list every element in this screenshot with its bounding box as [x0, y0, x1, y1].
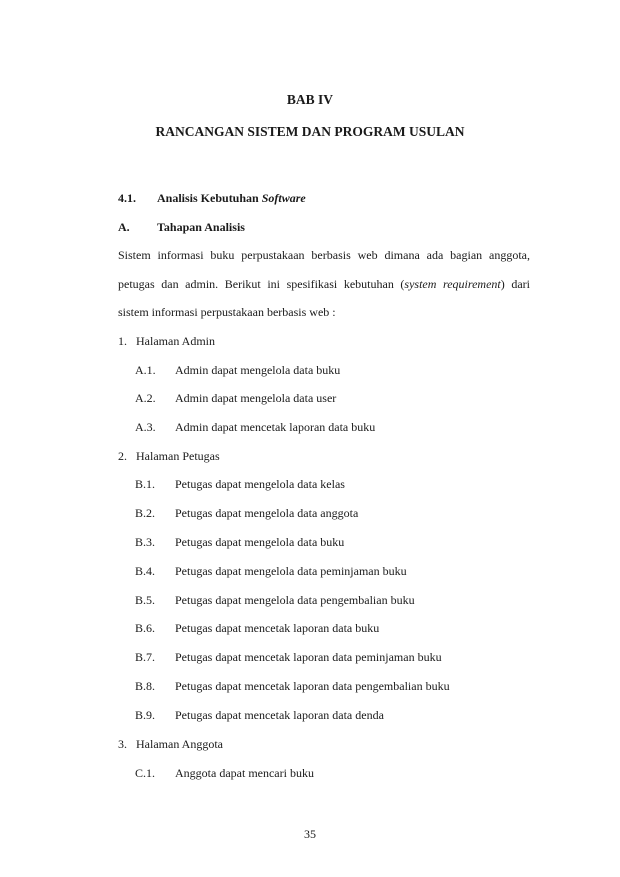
list-item-code: A.3.: [135, 420, 156, 434]
list-item-code: C.1.: [135, 766, 156, 780]
list-item-code: B.3.: [135, 535, 156, 549]
section-number: 4.1.: [118, 191, 136, 205]
subsection-title: Tahapan Analisis: [157, 220, 245, 234]
list-item-code: B.9.: [135, 708, 156, 722]
list-item-text: Petugas dapat mencetak laporan data peminjaman buku: [175, 650, 442, 664]
list-item-text: Petugas dapat mencetak laporan data denda: [175, 708, 384, 722]
list-item-code: B.1.: [135, 477, 156, 491]
group-heading-petugas: 2. Halaman Petugas: [118, 449, 220, 463]
list-item-code: A.1.: [135, 363, 156, 377]
list-item-code: B.2.: [135, 506, 156, 520]
paragraph-line-3: sistem informasi perpustakaan berbasis web :: [118, 305, 336, 319]
group-heading-anggota: 3. Halaman Anggota: [118, 737, 223, 751]
list-item-text: Petugas dapat mengelola data buku: [175, 535, 345, 549]
group-heading-admin: 1. Halaman Admin: [118, 334, 215, 348]
list-item-text: Petugas dapat mengelola data anggota: [175, 506, 359, 520]
paragraph-line-2-italic: system requirement: [404, 277, 501, 291]
list-item-code: B.4.: [135, 564, 156, 578]
list-item-code: B.8.: [135, 679, 156, 693]
subsection-number: A.: [118, 220, 130, 234]
section-title-italic: Software: [261, 191, 306, 205]
list-item-text: Petugas dapat mengelola data peminjaman buku: [175, 564, 407, 578]
list-item-code: B.7.: [135, 650, 156, 664]
section-title-plain: Analisis Kebutuhan: [157, 191, 262, 205]
list-item-text: Admin dapat mengelola data user: [175, 391, 337, 405]
list-item-text: Petugas dapat mengelola data pengembalian buku: [175, 593, 415, 607]
paragraph-line-2-start: petugas dan admin. Berikut ini spesifikasi kebutuhan (: [118, 277, 405, 291]
list-item-text: Admin dapat mengelola data buku: [175, 363, 341, 377]
paragraph-line-2-end: ) dari: [500, 277, 530, 291]
list-item-text: Anggota dapat mencari buku: [175, 766, 314, 780]
list-item-code: B.5.: [135, 593, 156, 607]
list-item-text: Petugas dapat mengelola data kelas: [175, 477, 345, 491]
paragraph-line-2: [118, 277, 530, 291]
list-item-text: Petugas dapat mencetak laporan data buku: [175, 621, 380, 635]
chapter-heading: BAB IV: [286, 92, 334, 107]
list-item-text: Petugas dapat mencetak laporan data pengembalian buku: [175, 679, 450, 693]
page-number: 35: [304, 827, 316, 841]
list-item-code: A.2.: [135, 391, 156, 405]
section-title: [157, 191, 306, 205]
paragraph-line-1: Sistem informasi buku perpustakaan berbasis web dimana ada bagian anggota,: [118, 248, 530, 262]
list-item-text: Admin dapat mencetak laporan data buku: [175, 420, 376, 434]
list-item-code: B.6.: [135, 621, 156, 635]
chapter-title: RANCANGAN SISTEM DAN PROGRAM USULAN: [155, 124, 465, 139]
